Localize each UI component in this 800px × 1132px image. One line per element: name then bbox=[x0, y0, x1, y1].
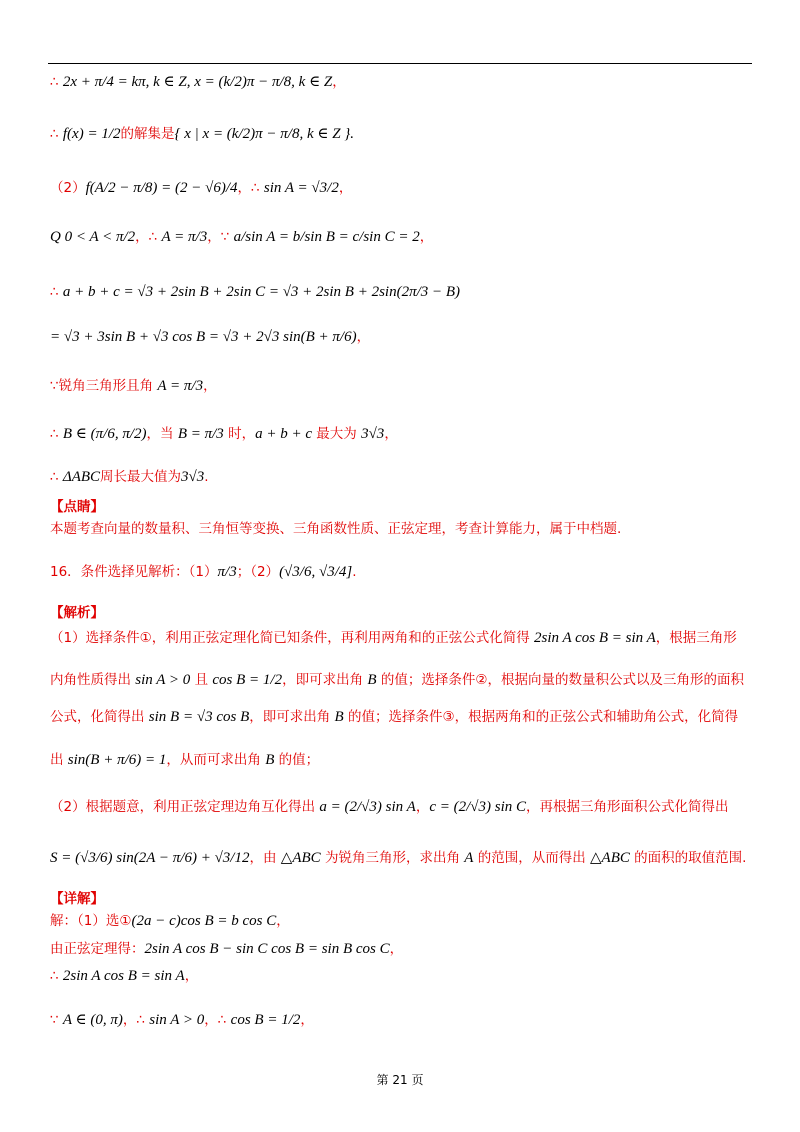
math-expression: 3√3 bbox=[361, 426, 385, 442]
text-line bbox=[50, 707, 738, 727]
text-line bbox=[50, 327, 370, 347]
text-run: ∴ bbox=[148, 229, 162, 245]
math-expression: a/sin A = b/sin B = c/sin C = 2 bbox=[233, 229, 420, 245]
math-expression: S = (√3/6) sin(2A − π/6) + √3/12 bbox=[50, 850, 250, 866]
text-line bbox=[50, 911, 290, 931]
text-run: ， bbox=[184, 968, 199, 984]
text-run: ， bbox=[237, 180, 252, 196]
text-line bbox=[50, 178, 352, 198]
math-expression: 2sin A cos B = sin A bbox=[533, 630, 656, 646]
text-run: 最大为 bbox=[311, 426, 362, 442]
text-run: ∴ bbox=[50, 426, 63, 442]
text-run: ， bbox=[207, 229, 221, 245]
math-expression: π/3 bbox=[217, 564, 237, 580]
math-expression: A = π/3 bbox=[161, 229, 208, 245]
math-expression: cos B = 1/2 bbox=[212, 672, 283, 688]
section-heading: 【点睛】 bbox=[50, 499, 104, 515]
header-rule bbox=[48, 63, 752, 64]
text-run: ， bbox=[122, 1012, 137, 1028]
text-run: ∴ bbox=[50, 74, 63, 90]
text-line bbox=[50, 628, 737, 648]
text-run: 的面积的取值范围. bbox=[629, 850, 747, 866]
math-expression: f(A/2 − π/8) = (2 − √6)/4 bbox=[85, 180, 238, 196]
text-run: 16．条件选择见解析：（1） bbox=[50, 564, 218, 580]
text-run: 由正弦定理得： bbox=[50, 941, 145, 957]
text-line bbox=[50, 124, 354, 144]
math-expression: c = (2/√3) sin C bbox=[429, 799, 526, 815]
text-line bbox=[50, 519, 621, 539]
math-expression: (√3/6, √3/4] bbox=[279, 564, 353, 580]
math-expression: 3√3 bbox=[181, 469, 205, 485]
text-line bbox=[50, 497, 104, 517]
text-run: （2）根据题意，利用正弦定理边角互化得出 bbox=[50, 799, 320, 815]
text-line bbox=[50, 376, 217, 396]
text-run: 解：（1）选① bbox=[50, 913, 132, 929]
text-run: ∴ bbox=[50, 284, 63, 300]
math-expression: B ∈ (π/6, π/2) bbox=[62, 426, 147, 442]
math-expression: sin A = √3/2 bbox=[263, 180, 339, 196]
text-run: ， bbox=[276, 913, 290, 929]
text-line bbox=[50, 227, 433, 247]
text-run: ∴ bbox=[50, 469, 63, 485]
text-run: 的范围，从而得出 bbox=[473, 850, 591, 866]
text-run: ， bbox=[415, 799, 430, 815]
text-run: 的值；选择条件②，根据向量的数量积公式以及三角形的面积 bbox=[376, 672, 744, 688]
math-expression: = √3 + 3sin B + √3 cos B = √3 + 2√3 sin(B + π/6) bbox=[50, 329, 357, 345]
text-run: ， bbox=[135, 229, 149, 245]
text-line bbox=[50, 562, 357, 582]
text-line bbox=[50, 939, 403, 959]
text-run: ∴ bbox=[136, 1012, 150, 1028]
text-run: ，由 bbox=[249, 850, 281, 866]
text-run: 且 bbox=[190, 672, 213, 688]
text-run: 周长最大值为 bbox=[100, 469, 182, 485]
text-run: ∵ bbox=[50, 1012, 63, 1028]
text-line bbox=[50, 1010, 314, 1030]
text-run: ， bbox=[419, 229, 434, 245]
math-expression: B bbox=[367, 672, 377, 688]
text-run: 的解集是 bbox=[120, 126, 175, 142]
text-run: ， bbox=[338, 180, 353, 196]
math-expression: (2a − c)cos B = b cos C bbox=[131, 913, 277, 929]
text-run: . bbox=[352, 564, 357, 580]
text-run: ∵ bbox=[220, 229, 234, 245]
text-run: 内角性质得出 bbox=[50, 672, 136, 688]
text-run: ， bbox=[356, 329, 371, 345]
math-expression: △ABC bbox=[280, 850, 321, 866]
math-expression: sin A > 0 bbox=[149, 1012, 205, 1028]
text-line bbox=[50, 282, 460, 302]
text-run: ，再根据三角形面积公式化简得出 bbox=[526, 799, 729, 815]
text-run: （2） bbox=[50, 180, 86, 196]
text-run: 的值；选择条件③，根据两角和的正弦公式和辅助角公式，化简得 bbox=[343, 709, 739, 725]
text-run: ， bbox=[204, 1012, 218, 1028]
text-run: ， bbox=[389, 941, 404, 957]
page-number: 第 21 页 bbox=[376, 1073, 424, 1087]
math-expression: A bbox=[464, 850, 474, 866]
section-heading: 【解析】 bbox=[50, 605, 104, 621]
math-expression: 2x + π/4 = kπ, k ∈ Z, x = (k/2)π − π/8, k ∈ Z bbox=[62, 74, 333, 90]
text-line bbox=[50, 889, 104, 909]
math-expression: B = π/3 bbox=[177, 426, 224, 442]
text-line bbox=[50, 797, 729, 817]
math-expression: 0 < A < π/2 bbox=[64, 229, 136, 245]
text-run: ∴ bbox=[251, 180, 264, 196]
math-expression: sin B = √3 cos B bbox=[148, 709, 250, 725]
text-run: ，即可求出角 bbox=[282, 672, 368, 688]
text-line bbox=[50, 467, 209, 487]
text-run: 为锐角三角形，求出角 bbox=[320, 850, 465, 866]
text-line bbox=[50, 603, 104, 623]
math-expression: cos B = 1/2 bbox=[230, 1012, 301, 1028]
text-run: （1）选择条件①，利用正弦定理化简已知条件，再利用两角和的正弦公式化简得 bbox=[50, 630, 534, 646]
text-run: 出 bbox=[50, 752, 68, 768]
math-expression: 2sin A cos B = sin A bbox=[62, 968, 185, 984]
text-run: 本题考查向量的数量积、三角恒等变换、三角函数性质、正弦定理，考查计算能力，属于中档题. bbox=[50, 521, 622, 537]
math-expression: a + b + c = √3 + 2sin B + 2sin C = √3 + 2sin B + 2sin(2π/3 − B) bbox=[62, 284, 461, 300]
math-expression: sin(B + π/6) = 1 bbox=[67, 752, 167, 768]
math-expression: A = π/3 bbox=[157, 378, 204, 394]
text-run: ，当 bbox=[146, 426, 178, 442]
text-run: 公式，化简得出 bbox=[50, 709, 149, 725]
text-run: ， bbox=[203, 378, 217, 394]
math-expression: △ABC bbox=[590, 850, 630, 866]
text-run: ；（2） bbox=[236, 564, 280, 580]
math-expression: { x | x = (k/2)π − π/8, k ∈ Z }. bbox=[174, 126, 355, 142]
text-line bbox=[50, 72, 346, 92]
text-run: ，从而可求出角 bbox=[166, 752, 266, 768]
text-line bbox=[50, 848, 746, 868]
text-run: 的值； bbox=[274, 752, 320, 768]
math-expression: ΔABC bbox=[62, 469, 101, 485]
math-expression: a + b + c bbox=[255, 426, 312, 442]
text-line bbox=[50, 750, 319, 770]
text-run: ∴ bbox=[217, 1012, 231, 1028]
math-expression: Q bbox=[50, 229, 65, 245]
text-line bbox=[50, 966, 198, 986]
math-expression: f(x) = 1/2 bbox=[62, 126, 121, 142]
text-run: . bbox=[204, 469, 209, 485]
text-run: ，即可求出角 bbox=[249, 709, 335, 725]
math-expression: sin A > 0 bbox=[135, 672, 191, 688]
text-run: ∵锐角三角形且角 bbox=[50, 378, 158, 394]
math-expression: B bbox=[265, 752, 275, 768]
text-run: ，根据三角形 bbox=[655, 630, 737, 646]
text-run: ， bbox=[384, 426, 398, 442]
section-heading: 【详解】 bbox=[50, 891, 104, 907]
text-run: ∴ bbox=[50, 968, 63, 984]
text-run: 时， bbox=[223, 426, 256, 442]
text-line bbox=[50, 424, 398, 444]
text-line bbox=[50, 670, 744, 690]
text-run: ， bbox=[300, 1012, 314, 1028]
math-expression: 2sin A cos B − sin C cos B = sin B cos C bbox=[144, 941, 390, 957]
text-run: ∴ bbox=[50, 126, 63, 142]
math-expression: a = (2/√3) sin A bbox=[319, 799, 416, 815]
math-expression: B bbox=[334, 709, 344, 725]
math-expression: A ∈ (0, π) bbox=[62, 1012, 123, 1028]
text-run: ， bbox=[332, 74, 346, 90]
